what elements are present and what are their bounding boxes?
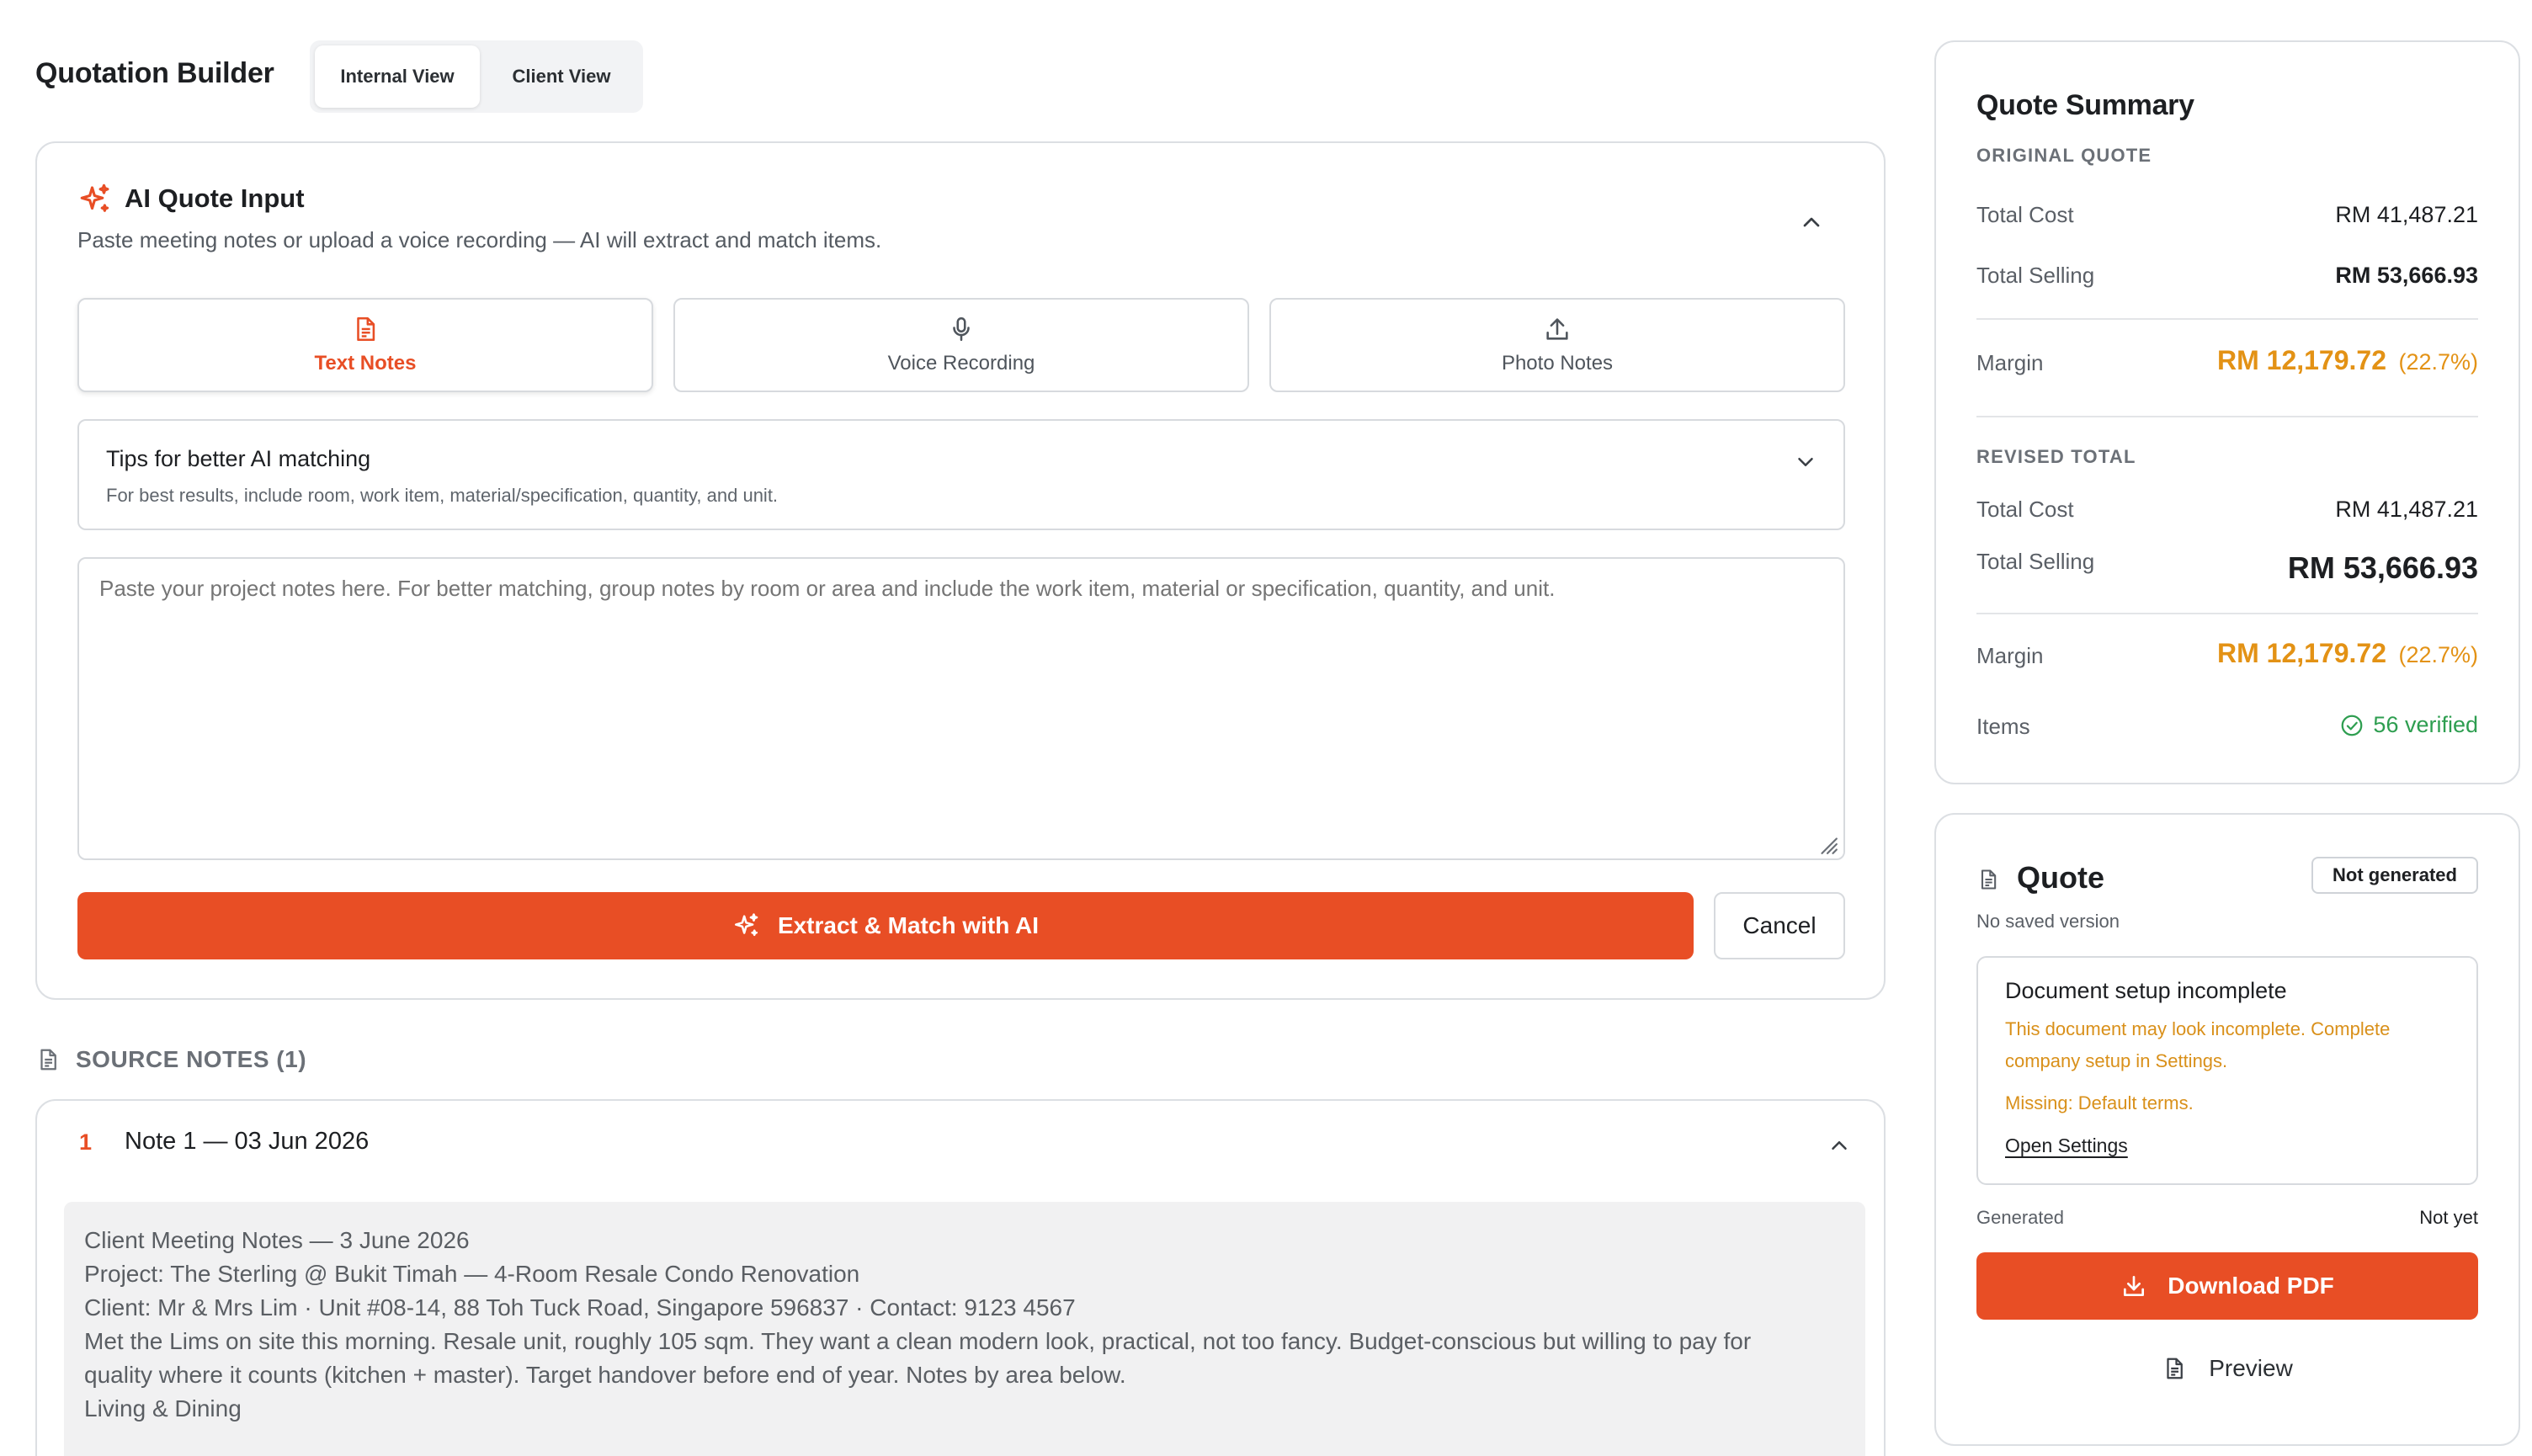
source-notes-title: SOURCE NOTES (1) [76, 1046, 307, 1072]
revised-total-selling-value: RM 53,666.93 [2287, 550, 2478, 585]
text-notes-label: Text Notes [314, 352, 417, 375]
divider [1976, 318, 2478, 320]
original-margin-label: Margin [1976, 350, 2044, 375]
generated-label: Generated [1976, 1207, 2064, 1228]
revised-total-cost-label: Total Cost [1976, 497, 2074, 522]
preview-label: Preview [2209, 1355, 2293, 1381]
revised-margin-percent: (22.7%) [2398, 642, 2478, 667]
saved-version-text: No saved version [1976, 911, 2120, 932]
original-quote-label: ORIGINAL QUOTE [1976, 145, 2152, 166]
note-line: Living & Dining [84, 1395, 242, 1421]
voice-recording-label: Voice Recording [887, 352, 1035, 375]
warning-title: Document setup incomplete [2005, 978, 2287, 1003]
generated-value: Not yet [2419, 1207, 2478, 1228]
document-icon [35, 1045, 61, 1074]
quote-summary-title: Quote Summary [1976, 89, 2194, 121]
revised-total-label: REVISED TOTAL [1976, 446, 2136, 467]
resize-handle-icon[interactable] [1817, 833, 1838, 855]
original-total-cost-value: RM 41,487.21 [2335, 202, 2478, 227]
quote-title: Quote [2017, 860, 2104, 895]
note-line: Client Meeting Notes — 3 June 2026 [84, 1227, 470, 1253]
ai-quote-input-title: AI Quote Input [125, 183, 305, 213]
items-verified [2226, 712, 2478, 738]
tips-subtitle: For best results, include room, work item, material/specification, quantity, and unit. [106, 485, 779, 506]
revised-margin-row [2155, 638, 2478, 669]
revised-total-cost-value: RM 41,487.21 [2335, 497, 2478, 522]
photo-notes-button[interactable] [1269, 298, 1845, 392]
sparkles-icon [77, 182, 113, 217]
sparkles-icon [732, 911, 761, 940]
divider [1976, 416, 2478, 417]
upload-icon [1543, 315, 1572, 343]
project-notes-input[interactable] [77, 557, 1845, 860]
preview-button[interactable] [1976, 1343, 2478, 1394]
client-view-tab[interactable]: Client View [512, 66, 611, 87]
original-total-cost-label: Total Cost [1976, 202, 2074, 227]
note-content [64, 1202, 1865, 1456]
revised-total-selling-label: Total Selling [1976, 549, 2095, 574]
chevron-up-icon[interactable] [1827, 1133, 1852, 1158]
view-toggle [310, 40, 643, 113]
chevron-up-icon[interactable] [1798, 209, 1825, 236]
items-verified-value: 56 verified [2373, 712, 2478, 737]
microphone-icon [947, 315, 976, 343]
voice-recording-button[interactable] [673, 298, 1249, 392]
original-total-selling-value: RM 53,666.93 [2335, 263, 2478, 288]
page-title: Quotation Builder [35, 57, 274, 89]
document-icon [1976, 865, 2000, 894]
check-circle-icon [2339, 713, 2364, 738]
text-notes-button[interactable] [77, 298, 653, 392]
warning-missing: Missing: Default terms. [2005, 1092, 2194, 1113]
warning-text: This document may look incomplete. Complete company setup in Settings. [2005, 1018, 2391, 1071]
internal-view-tab[interactable]: Internal View [315, 45, 480, 108]
document-icon [2162, 1354, 2187, 1383]
download-pdf-button[interactable] [1976, 1252, 2478, 1320]
note-line: Project: The Sterling @ Bukit Timah — 4-Room Resale Condo Renovation [84, 1261, 860, 1287]
note-title[interactable]: Note 1 — 03 Jun 2026 [125, 1128, 370, 1155]
note-line: Met the Lims on site this morning. Resale unit, roughly 105 sqm. They want a clean modern look, practical, not too fancy. Budget-conscious but willing to pay for [84, 1328, 1752, 1354]
revised-margin-label: Margin [1976, 643, 2044, 668]
note-number: 1 [79, 1129, 93, 1155]
setup-warning [1976, 956, 2478, 1185]
divider [1976, 613, 2478, 614]
original-margin-percent: (22.7%) [2398, 349, 2478, 375]
status-badge: Not generated [2311, 857, 2478, 894]
download-pdf-label: Download PDF [2168, 1273, 2334, 1299]
note-line: quality where it counts (kitchen + master). Target handover before end of year. Notes by area below. [84, 1362, 1126, 1388]
revised-margin-value: RM 12,179.72 [2216, 638, 2386, 668]
tips-title: Tips for better AI matching [106, 446, 371, 471]
extract-match-label: Extract & Match with AI [777, 912, 1040, 938]
tips-accordion[interactable] [77, 419, 1845, 530]
original-margin-row [2155, 345, 2478, 376]
cancel-button[interactable]: Cancel [1714, 892, 1845, 959]
ai-quote-input-subtitle: Paste meeting notes or upload a voice recording — AI will extract and match items. [77, 227, 882, 252]
items-label: Items [1976, 714, 2030, 739]
photo-notes-label: Photo Notes [1501, 352, 1614, 375]
open-settings-link[interactable]: Open Settings [2005, 1135, 2128, 1156]
download-icon [2120, 1273, 2147, 1299]
original-total-selling-label: Total Selling [1976, 263, 2095, 288]
original-margin-value: RM 12,179.72 [2216, 345, 2386, 375]
note-line: Client: Mr & Mrs Lim · Unit #08-14, 88 Toh Tuck Road, Singapore 596837 · Contact: 9123 4567 [84, 1294, 1076, 1320]
document-icon [351, 315, 380, 343]
chevron-down-icon[interactable] [1793, 449, 1818, 475]
extract-match-button[interactable] [77, 892, 1694, 959]
